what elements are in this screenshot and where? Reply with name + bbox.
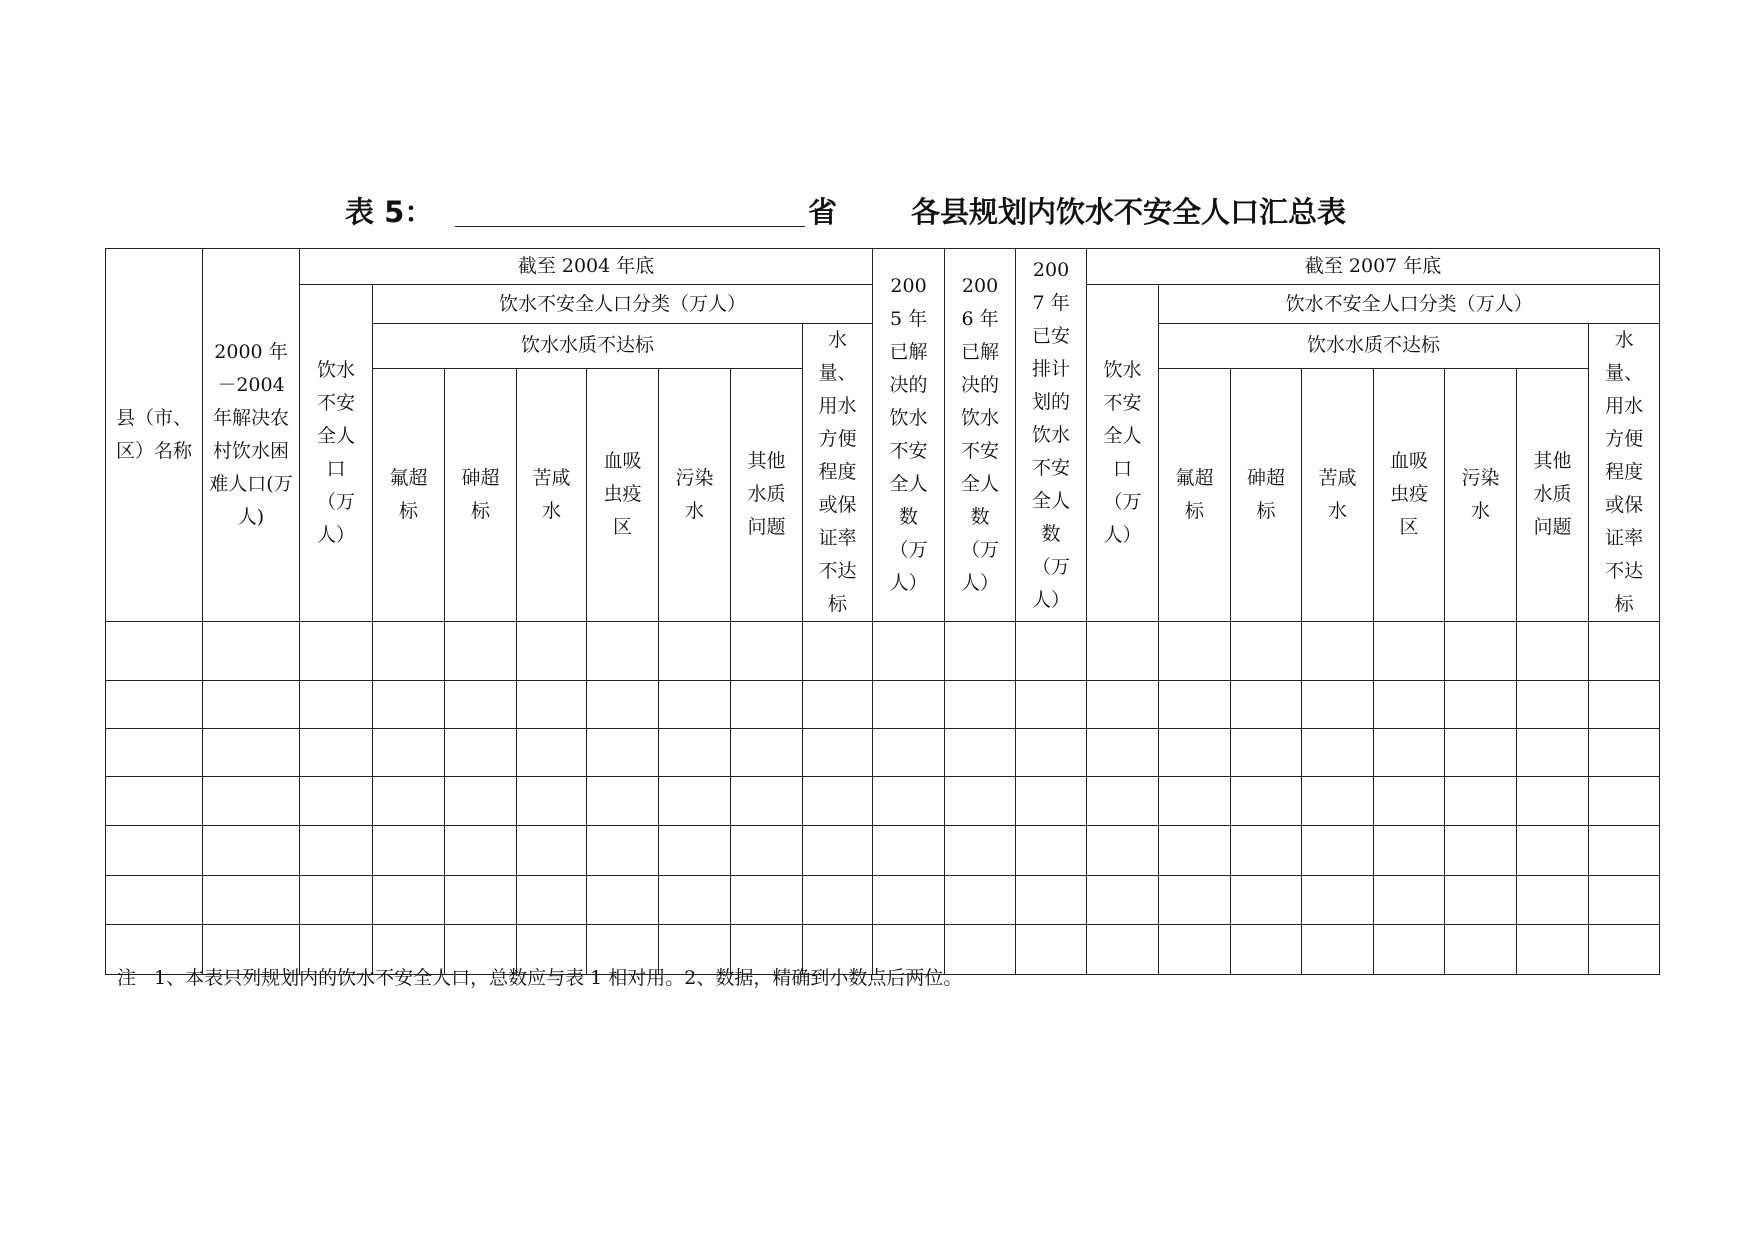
table-cell[interactable] [373,622,445,681]
table-cell[interactable] [373,681,445,729]
province-blank-field[interactable] [455,192,805,227]
table-cell[interactable] [659,681,731,729]
table-cell[interactable] [1159,777,1231,826]
table-cell[interactable] [1087,729,1159,777]
table-cell[interactable] [1231,925,1302,975]
table-cell[interactable] [803,681,873,729]
table-cell[interactable] [1302,876,1374,925]
table-cell[interactable] [1517,777,1589,826]
table-cell[interactable] [1231,622,1302,681]
table-cell[interactable] [1016,777,1087,826]
header-arsenic-2004: 砷超标 [445,368,517,621]
table-cell[interactable] [873,729,945,777]
header-brackish-2004: 苦咸水 [517,368,587,621]
table-cell[interactable] [803,826,873,876]
table-cell[interactable] [1374,876,1445,925]
table-cell[interactable] [1231,826,1302,876]
header-brackish-2007: 苦咸水 [1302,368,1374,621]
header-fluoride-2007: 氟超标 [1159,368,1231,621]
table-cell[interactable] [1517,622,1589,681]
table-cell[interactable] [1374,729,1445,777]
table-cell[interactable] [731,777,803,826]
header-fluoride-2004: 氟超标 [373,368,445,621]
header-quantity-2004: 水量、用水方便程度或保证率不达标 [803,324,873,622]
table-cell[interactable] [300,729,373,777]
table-cell[interactable] [517,729,587,777]
table-cell[interactable] [1087,777,1159,826]
table-cell[interactable] [945,876,1016,925]
table-cell[interactable] [945,826,1016,876]
header-solved-2005: 2005 年已解决的饮水不安全人数（万人） [873,249,945,622]
table-cell[interactable] [1159,925,1231,975]
table-cell[interactable] [106,826,203,876]
table-cell[interactable] [873,622,945,681]
table-cell[interactable] [1159,681,1231,729]
header-group-2007: 截至 2007 年底 [1087,249,1660,285]
table-row [106,777,1660,826]
table-cell[interactable] [1231,876,1302,925]
header-county: 县（市、区）名称 [106,249,203,622]
table-cell[interactable] [1589,729,1660,777]
table-title [0,192,1754,234]
table-cell[interactable] [1589,622,1660,681]
table-cell[interactable] [873,681,945,729]
header-quantity-2007: 水量、用水方便程度或保证率不达标 [1589,324,1660,622]
table-cell[interactable] [1445,925,1517,975]
header-group-2004: 截至 2004 年底 [300,249,873,285]
header-unsafe-total-2007: 饮水不安全人口（万人） [1087,285,1159,622]
table-cell[interactable] [1087,681,1159,729]
table-cell[interactable] [517,876,587,925]
table-cell[interactable] [1087,876,1159,925]
table-cell[interactable] [517,826,587,876]
table-cell[interactable] [731,729,803,777]
table-cell[interactable] [587,681,659,729]
footnote [117,963,962,990]
table-cell[interactable] [1589,681,1660,729]
table-cell[interactable] [203,826,300,876]
footnote-text: 1、本表只列规划内的饮水不安全人口，总数应与表 1 相对用。2、数据，精确到小数点后两位。 [154,967,963,989]
header-solved-2000-2004: 2000 年－2004 年解决农村饮水困难人口(万人) [203,249,300,622]
header-polluted-2004: 污染水 [659,368,731,621]
table-cell[interactable] [373,777,445,826]
table-cell[interactable] [445,777,517,826]
table-cell[interactable] [803,729,873,777]
table-cell[interactable] [300,622,373,681]
table-cell[interactable] [203,681,300,729]
table-cell[interactable] [587,826,659,876]
table-cell[interactable] [106,622,203,681]
table-cell[interactable] [1374,681,1445,729]
header-planned-2007: 2007 年已安排计划的饮水不安全人数（万人） [1016,249,1087,622]
table-cell[interactable] [873,826,945,876]
table-cell[interactable] [1374,925,1445,975]
table-cell[interactable] [945,681,1016,729]
table-cell[interactable] [300,876,373,925]
table-cell[interactable] [1302,681,1374,729]
title-suffix: 各县规划内饮水不安全人口汇总表 [911,195,1347,229]
table-cell[interactable] [587,876,659,925]
header-quality-2004: 饮水水质不达标 [373,324,803,369]
table-cell[interactable] [1159,876,1231,925]
header-schisto-2004: 血吸虫疫区 [587,368,659,621]
table-cell[interactable] [1374,622,1445,681]
table-cell[interactable] [1302,777,1374,826]
table-cell[interactable] [1445,681,1517,729]
table-cell[interactable] [945,622,1016,681]
table-cell[interactable] [203,876,300,925]
table-cell[interactable] [659,777,731,826]
table-cell[interactable] [1087,925,1159,975]
table-cell[interactable] [1016,826,1087,876]
table-cell[interactable] [106,876,203,925]
table-cell[interactable] [1589,925,1660,975]
table-row [106,622,1660,681]
table-cell[interactable] [731,876,803,925]
table-cell[interactable] [731,826,803,876]
table-cell[interactable] [445,622,517,681]
title-prefix: 表 5： [345,195,434,229]
table-cell[interactable] [1016,925,1087,975]
table-cell[interactable] [1016,681,1087,729]
table-cell[interactable] [517,777,587,826]
table-cell[interactable] [731,622,803,681]
table-cell[interactable] [659,826,731,876]
header-polluted-2007: 污染水 [1445,368,1517,621]
table-cell[interactable] [1445,729,1517,777]
table-cell[interactable] [1302,925,1374,975]
table-cell[interactable] [1302,729,1374,777]
table-cell[interactable] [659,876,731,925]
table-cell[interactable] [1445,777,1517,826]
table-cell[interactable] [945,729,1016,777]
header-other-2004: 其他水质问题 [731,368,803,621]
table-cell[interactable] [1159,826,1231,876]
title-province: 省 [808,195,838,229]
table-cell[interactable] [731,681,803,729]
table-cell[interactable] [1231,681,1302,729]
table-cell[interactable] [517,681,587,729]
table-cell[interactable] [587,622,659,681]
table-cell[interactable] [300,826,373,876]
table-cell[interactable] [445,826,517,876]
table-cell[interactable] [1374,826,1445,876]
table-cell[interactable] [1087,826,1159,876]
table-cell[interactable] [1016,876,1087,925]
header-arsenic-2007: 砷超标 [1231,368,1302,621]
table-cell[interactable] [300,777,373,826]
table-cell[interactable] [1589,777,1660,826]
table-cell[interactable] [659,729,731,777]
table-cell[interactable] [1016,622,1087,681]
table-cell[interactable] [106,681,203,729]
table-cell[interactable] [517,622,587,681]
table-cell[interactable] [445,681,517,729]
table-cell[interactable] [373,876,445,925]
header-classify-2007: 饮水不安全人口分类（万人） [1159,285,1660,324]
table-cell[interactable] [203,729,300,777]
header-solved-2006: 2006 年已解决的饮水不安全人数（万人） [945,249,1016,622]
table-cell[interactable] [1445,622,1517,681]
table-cell[interactable] [1159,622,1231,681]
table-cell[interactable] [300,681,373,729]
table-cell[interactable] [873,876,945,925]
table-cell[interactable] [1445,876,1517,925]
table-cell[interactable] [445,876,517,925]
table-cell[interactable] [106,777,203,826]
table-cell[interactable] [106,729,203,777]
header-quality-2007: 饮水水质不达标 [1159,324,1589,369]
table-cell[interactable] [203,777,300,826]
table-row [106,876,1660,925]
table-row [106,681,1660,729]
table-cell[interactable] [1589,876,1660,925]
table-cell[interactable] [803,622,873,681]
table-row [106,729,1660,777]
table-cell[interactable] [803,876,873,925]
table-cell[interactable] [1517,681,1589,729]
footnote-label: 注 [117,967,137,989]
table-cell[interactable] [1517,729,1589,777]
table-cell[interactable] [373,826,445,876]
table-cell[interactable] [1087,622,1159,681]
summary-table [105,248,1660,975]
header-other-2007: 其他水质问题 [1517,368,1589,621]
table-cell[interactable] [1016,729,1087,777]
table-cell[interactable] [803,777,873,826]
table-cell[interactable] [373,729,445,777]
table-cell[interactable] [445,729,517,777]
table-cell[interactable] [1302,622,1374,681]
table-cell[interactable] [1517,826,1589,876]
table-cell[interactable] [1517,925,1589,975]
table-cell[interactable] [873,777,945,826]
table-cell[interactable] [1374,777,1445,826]
table-cell[interactable] [1231,729,1302,777]
table-cell[interactable] [1445,826,1517,876]
table-cell[interactable] [1159,729,1231,777]
table-cell[interactable] [587,777,659,826]
header-schisto-2007: 血吸虫疫区 [1374,368,1445,621]
table-cell[interactable] [1231,777,1302,826]
table-cell[interactable] [659,622,731,681]
table-cell[interactable] [203,622,300,681]
table-cell[interactable] [945,777,1016,826]
header-classify-2004: 饮水不安全人口分类（万人） [373,285,873,324]
table-cell[interactable] [1302,826,1374,876]
table-cell[interactable] [1589,826,1660,876]
table-cell[interactable] [1517,876,1589,925]
table-row [106,826,1660,876]
header-unsafe-total-2004: 饮水不安全人口（万人） [300,285,373,622]
table-cell[interactable] [587,729,659,777]
